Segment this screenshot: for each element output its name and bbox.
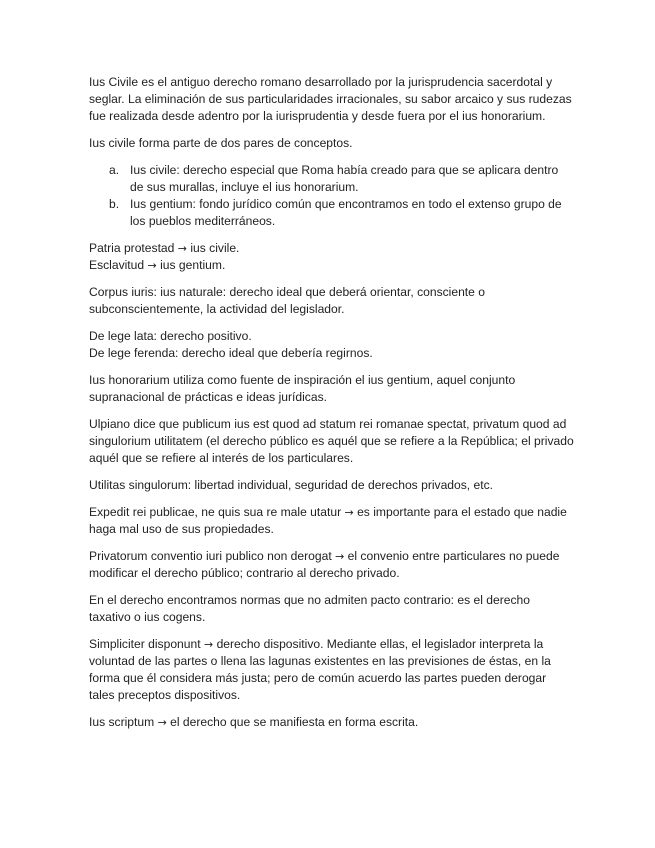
arrow-icon: → xyxy=(157,716,167,729)
text-ius-gentium: ius gentium. xyxy=(160,258,226,272)
paragraph-ius-honorarium: Ius honorarium utiliza como fuente de inspiración el ius gentium, aquel conjunto supranacional de prácticas e ideas jurídicas. xyxy=(89,373,516,404)
list-marker: a. xyxy=(109,163,120,177)
paragraph-utilitas: Utilitas singulorum: libertad individual, seguridad de derechos privados, etc. xyxy=(89,478,494,492)
paragraph-pares-conceptos: Ius civile forma parte de dos pares de conceptos. xyxy=(89,136,353,150)
paragraph-expedit xyxy=(89,504,575,538)
list-item xyxy=(89,162,575,196)
arrow-icon: → xyxy=(177,242,187,255)
text-privatorum-latin: Privatorum conventio iuri publico non derogat xyxy=(89,549,332,563)
concept-list xyxy=(89,162,575,230)
text-ius-civile: ius civile. xyxy=(190,241,240,255)
paragraph-ius-cogens: En el derecho encontramos normas que no admiten pacto contrario: es el derecho taxativo o ius cogens. xyxy=(89,593,531,624)
text-patria: Patria protestad xyxy=(89,241,175,255)
paragraph-ulpiano: Ulpiano dice que publicum ius est quod ad statum rei romanae spectat, privatum quod ad singulorium utilitatem (el derecho público es aquél que se refiere a la República; el privado aquél que se refiere al interés de los particulares. xyxy=(89,417,574,465)
paragraph-privatorum xyxy=(89,548,575,582)
list-item xyxy=(89,196,575,230)
paragraph-patria-esclavitud xyxy=(89,240,575,274)
arrow-icon: → xyxy=(147,259,157,272)
list-item-text: Ius civile: derecho especial que Roma había creado para que se aplicara dentro de sus murallas, incluye el ius honorarium. xyxy=(130,163,559,194)
text-de-lege-lata: De lege lata: derecho positivo. xyxy=(89,329,252,343)
arrow-icon: → xyxy=(335,550,345,563)
text-ius-scriptum: Ius scriptum xyxy=(89,715,155,729)
paragraph-ius-civile-intro: Ius Civile es el antiguo derecho romano desarrollado por la jurisprudencia sacerdotal y seglar. La eliminación de sus particularidades irracionales, su sabor arcaico y sus rudezas fue realizada desde adentro por la iurisprudentia y desde fuera por el ius honorarium. xyxy=(89,75,572,123)
paragraph-ius-scriptum xyxy=(89,714,575,731)
text-ius-scriptum-meaning: el derecho que se manifiesta en forma escrita. xyxy=(170,715,419,729)
text-simpliciter-meaning: derecho dispositivo. Mediante ellas, el legislador interpreta la voluntad de las partes o llena las lagunas existentes en las previsiones de éstas, en la forma que él considera más justa; pero de común acuerdo las partes pueden derogar tales preceptos dispositivos. xyxy=(89,637,551,702)
list-item-text: Ius gentium: fondo jurídico común que encontramos en todo el extenso grupo de los pueblos mediterráneos. xyxy=(130,197,562,228)
paragraph-corpus-iuris: Corpus iuris: ius naturale: derecho ideal que deberá orientar, consciente o subconscientemente, la actividad del legislador. xyxy=(89,285,485,316)
paragraph-de-lege xyxy=(89,328,575,362)
arrow-icon: → xyxy=(344,506,354,519)
list-marker: b. xyxy=(109,197,120,211)
text-de-lege-ferenda: De lege ferenda: derecho ideal que debería regirnos. xyxy=(89,346,373,360)
text-esclavitud: Esclavitud xyxy=(89,258,145,272)
arrow-icon: → xyxy=(203,638,214,651)
text-privatorum-meaning: el convenio entre particulares no puede modificar el derecho público; contrario al derecho privado. xyxy=(89,549,560,580)
text-simpliciter-latin: Simpliciter disponunt xyxy=(89,637,201,651)
text-expedit-meaning: es importante para el estado que nadie haga mal uso de sus propiedades. xyxy=(89,505,567,536)
paragraph-simpliciter xyxy=(89,636,575,704)
text-expedit-latin: Expedit rei publicae, ne quis sua re male utatur xyxy=(89,505,342,519)
